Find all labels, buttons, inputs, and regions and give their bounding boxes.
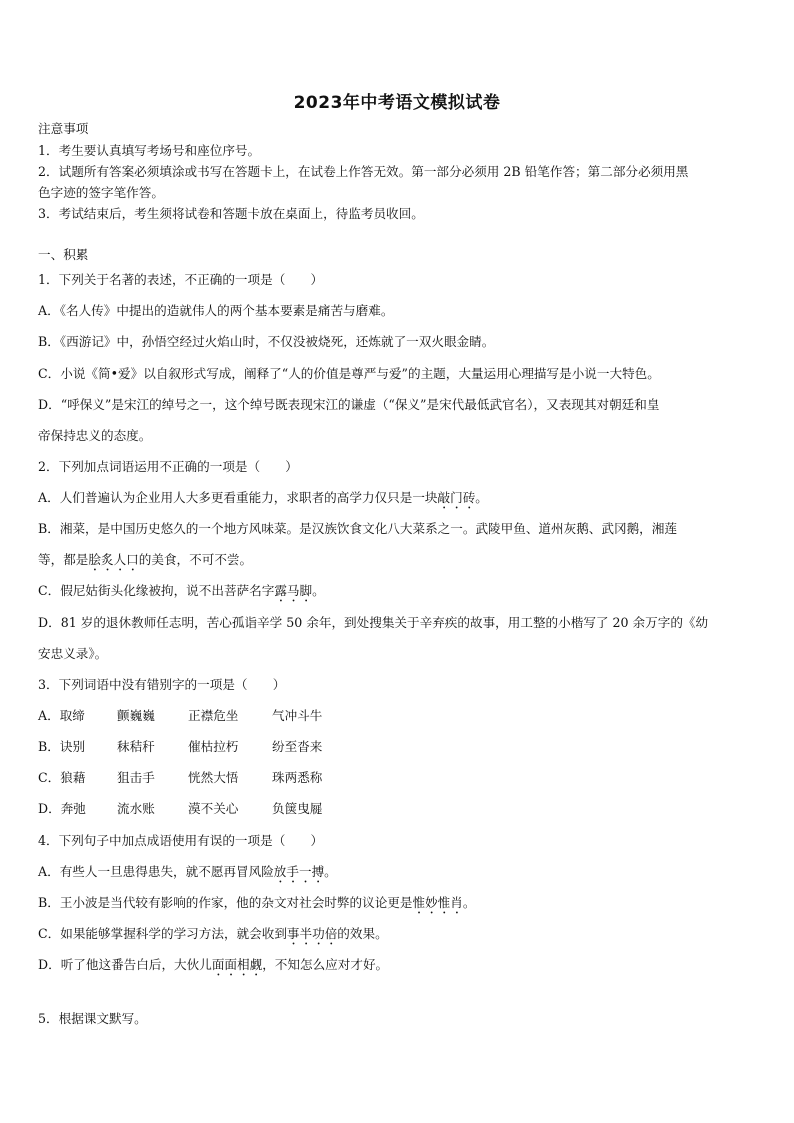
- q1-stem: 1．下列关于名著的表述，不正确的一项是（ ）: [38, 272, 324, 287]
- q3-c-word-4: 珠两悉称: [272, 770, 323, 785]
- q5-stem: 5．根据课文默写。: [38, 1011, 147, 1026]
- q3-b-word-3: 催枯拉朽: [188, 739, 239, 754]
- q3-a-word-3: 正襟危坐: [188, 708, 239, 723]
- q1-option-b: B．《西游记》中，孙悟空经过火焰山时，不仅没被烧死，还炼就了一双火眼金睛。: [38, 334, 495, 349]
- q2-b-end: 的美食，不可不尝。: [138, 552, 253, 567]
- q4-d-text: D．听了他这番告白后，大伙儿: [38, 957, 212, 972]
- notice-item-2: 2．试题所有答案必须填涂或书写在答题卡上，在试卷上作答无效。第一部分必须用 2B 铅笔作答；第二部分必须用黑: [38, 164, 689, 179]
- q3-b-word-1: B．诀别: [38, 739, 86, 754]
- q4-d-end: ，不知怎么应对才好。: [262, 957, 389, 972]
- q3-d-word-4: 负箧曳屣: [272, 801, 323, 816]
- q1-option-a: A．《名人传》中提出的造就伟人的两个基本要素是痛苦与磨难。: [38, 303, 394, 318]
- q2-a-end: 。: [475, 490, 488, 505]
- q4-option-c: [38, 926, 762, 948]
- q1-option-d-cont: 帝保持忠义的态度。: [38, 428, 152, 443]
- q2-option-d-cont: 安忠义录》。: [38, 646, 108, 661]
- q4-option-b: [38, 895, 762, 917]
- q3-a-word-2: 颤巍巍: [117, 708, 155, 723]
- notice-item-2-cont: 色字迹的签字笔作答。: [38, 185, 164, 200]
- q4-option-d: [38, 957, 762, 979]
- q3-c-word-2: 狙击手: [117, 770, 155, 785]
- q3-d-word-2: 流水账: [117, 801, 155, 816]
- notice-heading: 注意事项: [38, 121, 89, 136]
- q2-c-dotted-term: 露马脚: [274, 583, 313, 598]
- q3-a-word-4: 气冲斗牛: [272, 708, 323, 723]
- exam-title: 2023年中考语文模拟试卷: [293, 93, 501, 113]
- notice-item-1: 1．考生要认真填写考场号和座位序号。: [38, 143, 261, 158]
- q2-option-a: [38, 490, 762, 512]
- q3-a-word-1: A．取缔: [38, 708, 85, 723]
- q4-option-a: [38, 864, 762, 886]
- q3-b-word-4: 纷至沓来: [272, 739, 323, 754]
- q2-option-b-cont: [38, 552, 762, 574]
- q3-d-word-3: 漠不关心: [188, 801, 239, 816]
- q2-a-text: A．人们普遍认为企业用人大多更看重能力，求职者的高学力仅只是一块: [38, 490, 438, 505]
- q4-c-end: 的效果。: [337, 926, 388, 941]
- q4-a-end: 。: [324, 864, 337, 879]
- q2-option-d: D．81 岁的退休教师任志明，苦心孤诣辛学 50 余年，到处搜集关于辛弃疾的故事，用工整的小楷写了 20 余万字的《幼: [38, 615, 709, 630]
- q2-stem: 2．下列加点词语运用不正确的一项是（ ）: [38, 459, 298, 474]
- q2-option-b: B．湘菜，是中国历史悠久的一个地方风味菜。是汉族饮食文化八大菜系之一。武陵甲鱼、道州灰鹅、武冈鹅，湘莲: [38, 521, 677, 536]
- q2-b-text: 等，都是: [38, 552, 89, 567]
- q2-c-end: 。: [312, 583, 325, 598]
- q1-option-d: D．“呼保义”是宋江的绰号之一，这个绰号既表现宋江的谦虚（“保义”是宋代最低武官名），又表现其对朝廷和皇: [38, 397, 660, 412]
- q4-a-text: A．有些人一旦患得患失，就不愿再冒风险: [38, 864, 274, 879]
- q4-stem: 4．下列句子中加点成语使用有误的一项是（ ）: [38, 833, 324, 848]
- q2-b-dotted-term: 脍炙人口: [88, 552, 139, 567]
- section-heading: 一、积累: [38, 247, 89, 262]
- q4-d-dotted-term: 面面相觑: [211, 957, 263, 972]
- q2-a-dotted-term: 敲门砖: [437, 490, 476, 505]
- q1-option-c: C．小说《简•爱》以自叙形式写成，阐释了“人的价值是尊严与爱”的主题，大量运用心理描写是小说一大特色。: [38, 366, 660, 381]
- q4-c-dotted-term: 事半功倍: [286, 926, 338, 941]
- q4-b-end: 。: [462, 895, 476, 910]
- q3-c-word-3: 恍然大悟: [188, 770, 239, 785]
- q3-c-word-1: C．狼藉: [38, 770, 86, 785]
- q4-b-dotted-term: 惟妙惟肖: [412, 895, 463, 910]
- q3-b-word-2: 秣秸秆: [117, 739, 155, 754]
- q4-b-text: B．王小波是当代较有影响的作家，他的杂文对社会时弊的议论更是: [38, 895, 413, 910]
- q3-d-word-1: D．奔弛: [38, 801, 86, 816]
- q4-a-dotted-term: 放手一搏: [273, 864, 325, 879]
- q2-option-c: [38, 583, 762, 605]
- q2-c-text: C．假尼姑街头化缘被拘，说不出菩萨名字: [38, 583, 275, 598]
- q4-c-text: C．如果能够掌握科学的学习方法，就会收到: [38, 926, 287, 941]
- q3-stem: 3．下列词语中没有错别字的一项是（ ）: [38, 677, 286, 692]
- notice-item-3: 3．考试结束后，考生须将试卷和答题卡放在桌面上，待监考员收回。: [38, 206, 424, 221]
